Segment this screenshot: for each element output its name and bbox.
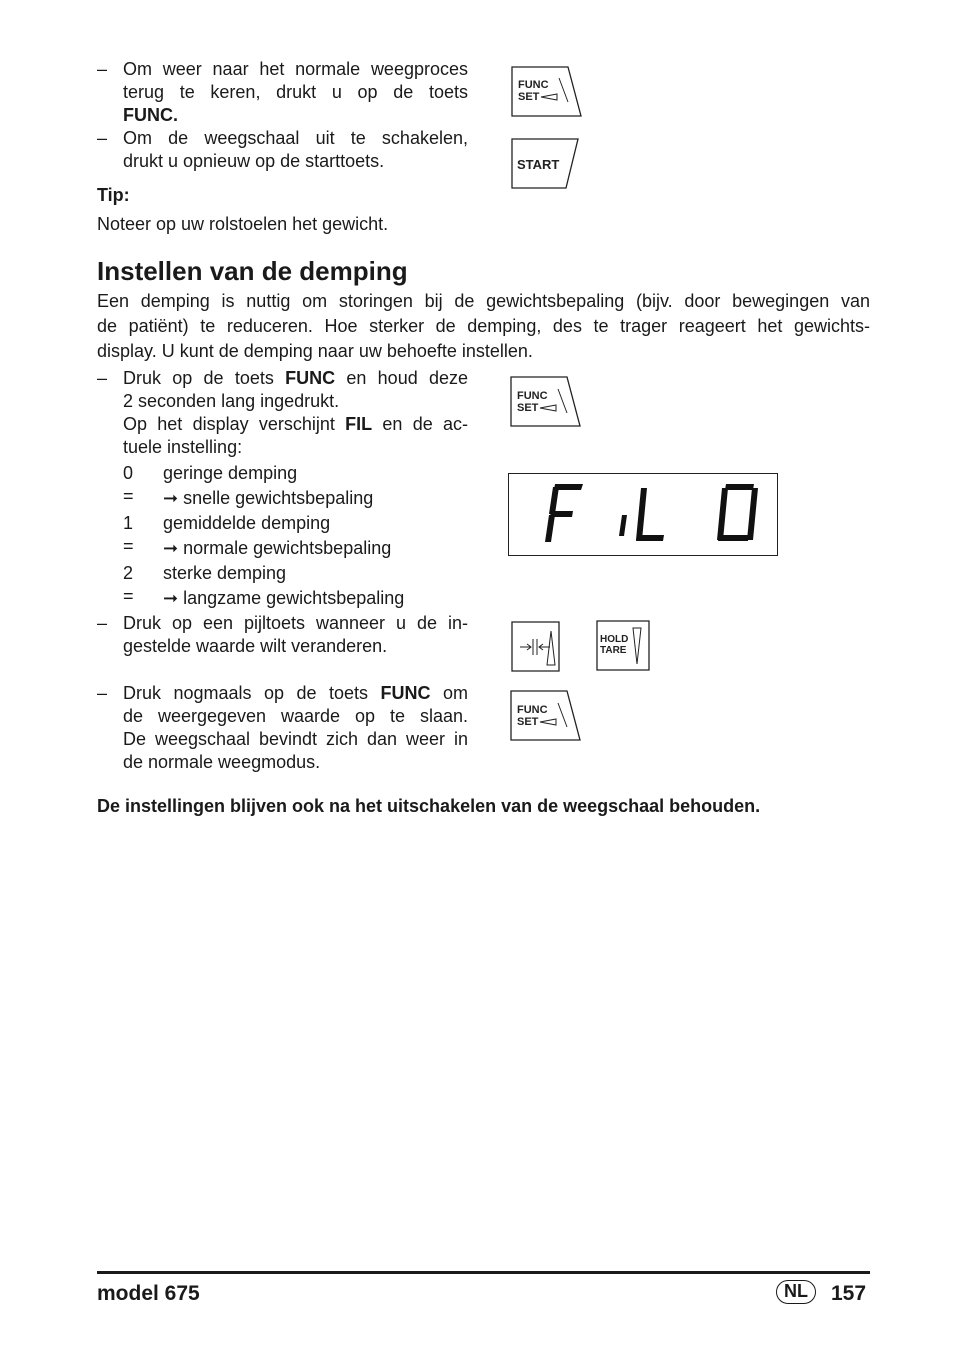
option-result: normale gewichtsbepaling xyxy=(183,538,392,558)
bullet-dash: – xyxy=(97,368,108,388)
language-badge: NL xyxy=(776,1280,816,1304)
text-line: Druk op een pijltoets wanneer u de in- xyxy=(123,613,468,633)
paragraph-line: de patiënt) te reduceren. Hoe sterker de demping, des te trager reageert het gewichts- xyxy=(97,316,870,336)
key-label: SET xyxy=(518,91,540,103)
bullet-dash: – xyxy=(97,128,108,148)
key-label: SET xyxy=(517,716,539,728)
key-label: FUNC xyxy=(518,79,549,91)
func-set-key xyxy=(510,376,582,428)
section-paragraph xyxy=(97,289,870,364)
text-line: Om de weegschaal uit te schakelen, xyxy=(123,128,468,148)
arrow-right-icon: ➞ xyxy=(163,488,179,508)
text-line: drukt u opnieuw op de starttoets. xyxy=(123,151,385,171)
text-line: De weegschaal bevindt zich dan weer in xyxy=(123,729,468,749)
arrow-right-icon: ➞ xyxy=(163,588,179,608)
bullet-dash: – xyxy=(97,613,108,633)
hold-tare-key xyxy=(596,620,652,672)
bullet-return-normal xyxy=(97,58,468,127)
key-label: HOLD xyxy=(600,634,629,645)
option-number: 2 = xyxy=(123,563,134,606)
bold-func: FUNC xyxy=(285,368,336,388)
text: om xyxy=(430,683,468,703)
step-press-arrow xyxy=(97,612,468,658)
step-save-func xyxy=(97,682,468,774)
option-result: snelle gewichtsbepaling xyxy=(183,488,374,508)
key-label: FUNC xyxy=(517,704,548,716)
bullet-dash: – xyxy=(97,59,108,79)
text: Druk nogmaals op de toets xyxy=(123,683,381,703)
option-label: gemiddelde demping xyxy=(163,513,331,533)
tip-label: Tip: xyxy=(97,185,130,205)
option-label: geringe demping xyxy=(163,463,298,483)
page-number: 157 xyxy=(831,1282,867,1305)
key-label: TARE xyxy=(600,645,627,656)
text: en de ac- xyxy=(372,414,468,434)
bullet-dash: – xyxy=(97,683,108,703)
text-line: de normale weegmodus. xyxy=(123,752,321,772)
key-label: FUNC xyxy=(517,390,548,402)
option-1-result xyxy=(163,537,391,560)
bold-func: FUNC. xyxy=(123,105,178,125)
func-set-key xyxy=(510,690,582,742)
text-line: Om weer naar het normale weegproces xyxy=(123,59,468,79)
closing-note: De instellingen blijven ook na het uitschakelen van de weegschaal behouden. xyxy=(97,796,761,816)
text: Druk op de toets xyxy=(123,368,286,388)
text-line: gestelde waarde wilt veranderen. xyxy=(123,636,388,656)
display-char-f xyxy=(545,484,583,542)
paragraph-line: display. U kunt de demping naar uw behoefte instellen. xyxy=(97,341,533,361)
display-char-0 xyxy=(717,484,758,541)
segment-display xyxy=(508,473,778,556)
text: Op het display verschijnt xyxy=(123,414,346,434)
key-label: START xyxy=(517,157,560,172)
option-number: 0 = xyxy=(123,463,134,506)
start-key xyxy=(511,138,581,190)
step-press-func xyxy=(97,367,468,459)
bold-func: FUNC xyxy=(380,683,431,703)
text-line: de weergegeven waarde op te slaan. xyxy=(123,706,468,726)
tip-text: Noteer op uw rolstoelen het gewicht. xyxy=(97,214,389,234)
footer-rule xyxy=(97,1271,870,1274)
option-0-result xyxy=(163,487,373,510)
bold-fil: FIL xyxy=(345,414,373,434)
option-2-result xyxy=(163,587,404,610)
text-line: tuele instelling: xyxy=(123,437,243,457)
display-readout xyxy=(509,474,777,555)
section-title: Instellen van de demping xyxy=(97,256,408,286)
display-char-i xyxy=(619,515,627,536)
option-result: langzame gewichtsbepaling xyxy=(183,588,405,608)
paragraph-line: Een demping is nuttig om storingen bij de gewichtsbepaling (bijv. door bewegingen van xyxy=(97,291,870,311)
func-set-key xyxy=(511,66,583,118)
option-label: sterke demping xyxy=(163,563,287,583)
text: en houd deze xyxy=(335,368,469,388)
arrow-right-icon: ➞ xyxy=(163,538,179,558)
text-line: 2 seconden lang ingedrukt. xyxy=(123,391,340,411)
option-number: 1 = xyxy=(123,513,134,556)
bullet-switch-off xyxy=(97,127,468,173)
arrow-key xyxy=(511,621,561,673)
text-line: terug te keren, drukt u op de toets xyxy=(123,82,468,102)
key-label: SET xyxy=(517,402,539,414)
display-text: FIL 0 xyxy=(509,474,512,475)
footer-model: model 675 xyxy=(97,1282,200,1305)
display-char-l xyxy=(636,488,664,541)
